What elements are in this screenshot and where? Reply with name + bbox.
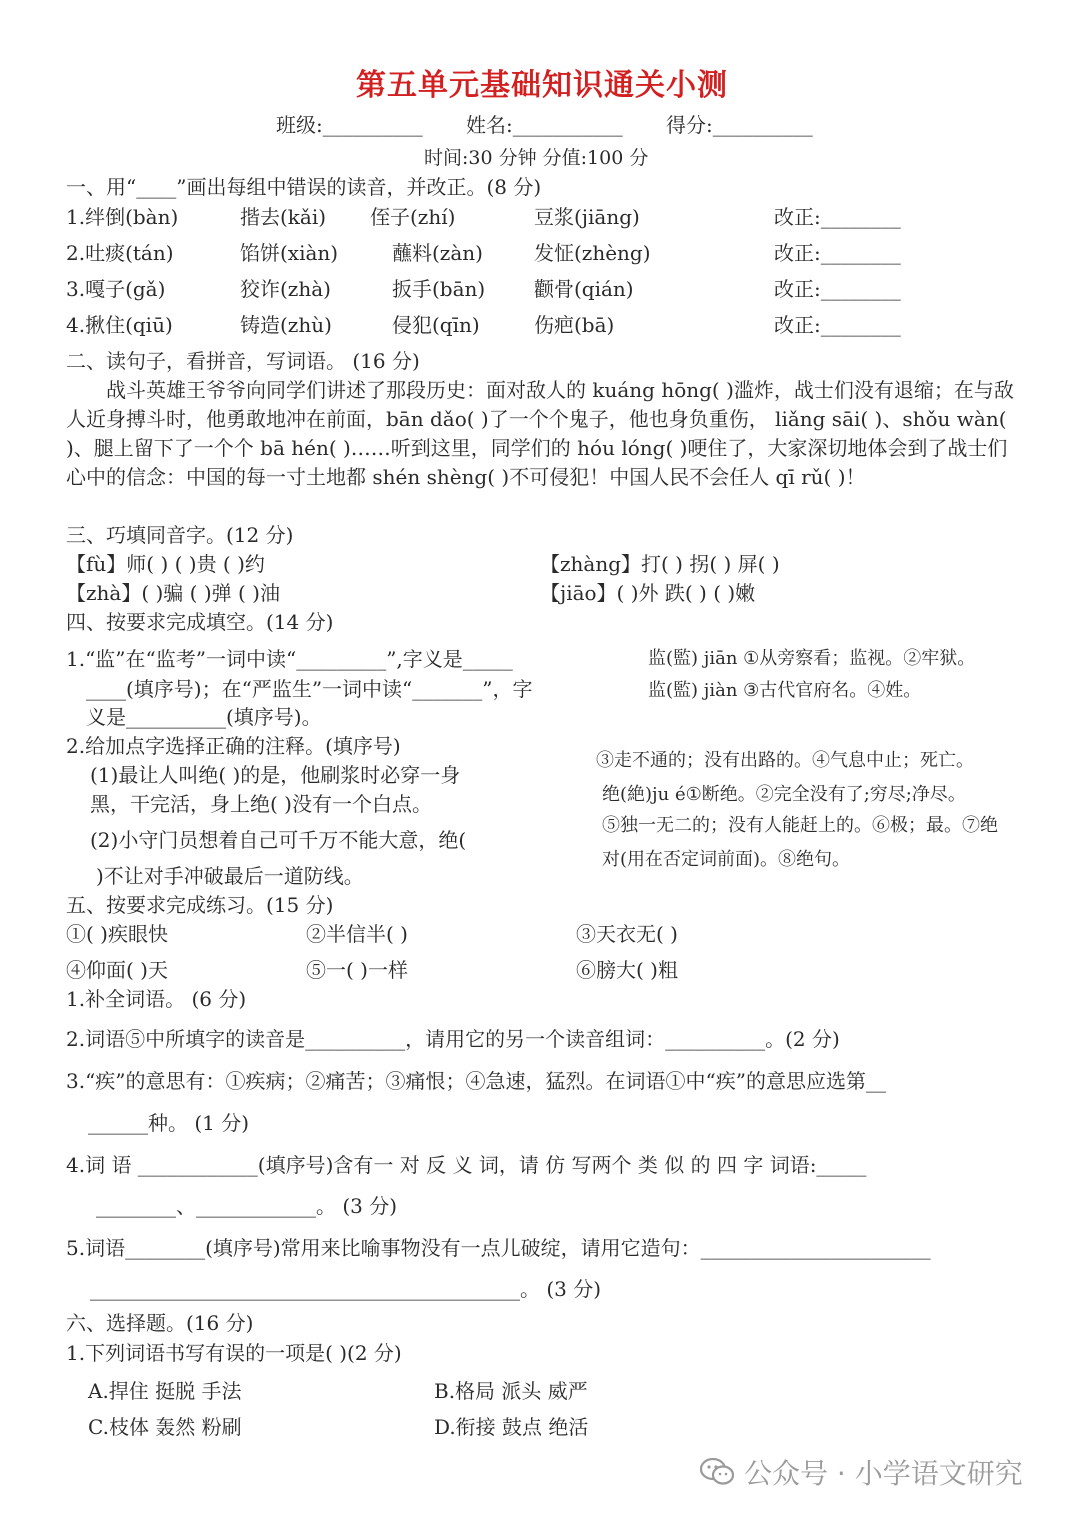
- s6-option-d: D.衔接 鼓点 绝活: [434, 1415, 589, 1439]
- score-field: 得分:__________: [666, 113, 813, 137]
- page-title: 第五单元基础知识通关小测: [356, 68, 728, 103]
- s1-row1-c3: 侄子(zhí): [370, 205, 456, 229]
- section-5-heading: 五、按要求完成练习。(15 分): [66, 893, 334, 917]
- s1-row4-fix: 改正:________: [774, 313, 901, 337]
- s1-row2-c2: 馅饼(xiàn): [240, 241, 339, 265]
- s1-row3-fix: 改正:________: [774, 277, 901, 301]
- s5-q1: 1.补全词语。 (6 分): [66, 987, 247, 1011]
- s3-row2-right: 【jiāo】( )外 跌( ) ( )嫩: [540, 581, 756, 605]
- section-4-heading: 四、按要求完成填空。(14 分): [66, 610, 334, 634]
- s5-q4-line2: ________、____________。 (3 分): [96, 1194, 398, 1218]
- s5-q4-line1: 4.词 语 ____________(填序号)含有一 对 反 义 词，请 仿 写两个 类 似 的 四 字 词语:_____: [66, 1153, 867, 1177]
- s4-q2-line2: 黑，干完活，身上绝( )没有一个白点。: [90, 792, 432, 816]
- s5-idiom-6: ⑥膀大( )粗: [576, 958, 678, 982]
- section-2-heading: 二、读句子，看拼音，写词语。 (16 分): [66, 349, 420, 373]
- s1-row1-c4: 豆浆(jiāng): [534, 205, 640, 229]
- section-1-heading: 一、用“____”画出每组中错误的读音，并改正。(8 分): [66, 175, 542, 199]
- s4-q1-def1: 监(監) jiān ①从旁察看；监视。②牢狱。: [648, 648, 976, 669]
- s1-row4-c1: 4.揪住(qiū): [66, 313, 173, 337]
- s4-q2-line1: (1)最让人叫绝( )的是，他刷浆时必穿一身: [90, 763, 461, 787]
- s1-row1-c2: 揩去(kǎi): [240, 205, 327, 229]
- s5-q3-line1: 3.“疾”的意思有：①疾病；②痛苦；③痛恨；④急速，猛烈。在词语①中“疾”的意思应选第__: [66, 1069, 886, 1093]
- s5-idiom-5: ⑤一( )一样: [306, 958, 408, 982]
- wechat-icon: [700, 1458, 734, 1486]
- s4-q2-def3: ⑤独一无二的；没有人能赶上的。⑥极；最。⑦绝: [602, 815, 998, 836]
- s2-paragraph: 战斗英雄王爷爷向同学们讲述了那段历史：面对敌人的 kuáng hōng( )滥炸，战士们没有退缩；在与敌人近身搏斗时，他勇敢地冲在前面，bān dǎo( )了一个个鬼子，他也身负重伤， liǎng sāi( )、shǒu wàn( )、腿上留下了一个个 bā hén( )……听到这里，同学们的 hóu lóng( )哽住了，大家深切地体会到了战士们心中的信念：中国的每一寸土地都 shén shèng( )不可侵犯！中国人民不会任人 qī rǔ( )！: [66, 378, 1014, 489]
- s1-row4-c4: 伤疤(bā): [534, 313, 615, 337]
- s4-q2-line3: (2)小守门员想着自己可千万不能大意，绝(: [90, 828, 467, 852]
- s1-row1-c1: 1.绊倒(bàn): [66, 205, 179, 229]
- s1-row2-c1: 2.吐痰(tán): [66, 241, 174, 265]
- s4-q1-def2: 监(監) jiàn ③古代官府名。④姓。: [648, 680, 922, 701]
- s3-row1-left: 【fù】师( ) ( )贵 ( )约: [66, 552, 265, 576]
- class-field: 班级:__________: [276, 113, 423, 137]
- s1-row3-c1: 3.嘎子(gǎ): [66, 277, 166, 301]
- section-3-heading: 三、巧填同音字。(12 分): [66, 523, 294, 547]
- s4-q1-line1: 1.“监”在“监考”一词中读“_________”,字义是_____: [66, 647, 513, 671]
- s1-row1-fix: 改正:________: [774, 205, 901, 229]
- s1-row2-fix: 改正:________: [774, 241, 901, 265]
- s5-idiom-1: ①( )疾眼快: [66, 922, 168, 946]
- s3-row2-left: 【zhà】( )骗 ( )弹 ( )油: [66, 581, 280, 605]
- s4-q2-line4: )不让对手冲破最后一道防线。: [96, 864, 364, 888]
- s5-q3-line2: ______种。 (1 分): [88, 1111, 250, 1135]
- s1-row3-c2: 狡诈(zhà): [240, 277, 331, 301]
- s5-idiom-2: ②半信半( ): [306, 922, 408, 946]
- s1-row2-c3: 蘸料(zàn): [392, 241, 483, 265]
- time-line: 时间:30 分钟 分值:100 分: [424, 147, 649, 169]
- s1-row4-c3: 侵犯(qīn): [392, 313, 480, 337]
- s1-row3-c4: 颧骨(qián): [534, 277, 634, 301]
- s4-q1-line2: ____(填序号)；在“严监生”一词中读“_______”，字: [86, 677, 533, 701]
- s6-q1: 1.下列词语书写有误的一项是( )(2 分): [66, 1341, 402, 1365]
- watermark-text: 公众号 · 小学语文研究: [744, 1457, 1023, 1490]
- s1-row3-c3: 扳手(bān): [392, 277, 486, 301]
- s5-idiom-3: ③天衣无( ): [576, 922, 678, 946]
- s1-row4-c2: 铸造(zhù): [240, 313, 332, 337]
- s6-option-c: C.枝体 轰然 粉刷: [88, 1415, 242, 1439]
- name-field: 姓名:___________: [466, 113, 623, 137]
- s6-option-a: A.捍住 挺脱 手法: [88, 1379, 242, 1403]
- s4-q2-def4: 对(用在否定词前面)。⑧绝句。: [602, 849, 851, 870]
- s3-row1-right: 【zhàng】打( ) 拐( ) 屏( ): [540, 552, 780, 576]
- s5-q5-line1: 5.词语________(填序号)常用来比喻事物没有一点儿破绽，请用它造句：_______________________: [66, 1236, 931, 1260]
- s5-q2: 2.词语⑤中所填字的读音是__________，请用它的另一个读音组词：__________。(2 分): [66, 1027, 840, 1051]
- s4-q2-def1: ③走不通的；没有出路的。④气息中止；死亡。: [596, 750, 974, 771]
- s4-q2-heading: 2.给加点字选择正确的注释。(填序号): [66, 734, 401, 758]
- s5-idiom-4: ④仰面( )天: [66, 958, 168, 982]
- s1-row2-c4: 发怔(zhèng): [534, 241, 651, 265]
- s6-option-b: B.格局 派头 威严: [434, 1379, 588, 1403]
- s4-q2-def2: 绝(絶)ju é①断绝。②完全没有了;穷尽;净尽。: [602, 784, 966, 805]
- s4-q1-line3: 义是__________(填序号)。: [86, 705, 322, 729]
- s5-q5-line2: ___________________________________________。 (3 分): [90, 1277, 602, 1301]
- section-6-heading: 六、选择题。(16 分): [66, 1311, 254, 1335]
